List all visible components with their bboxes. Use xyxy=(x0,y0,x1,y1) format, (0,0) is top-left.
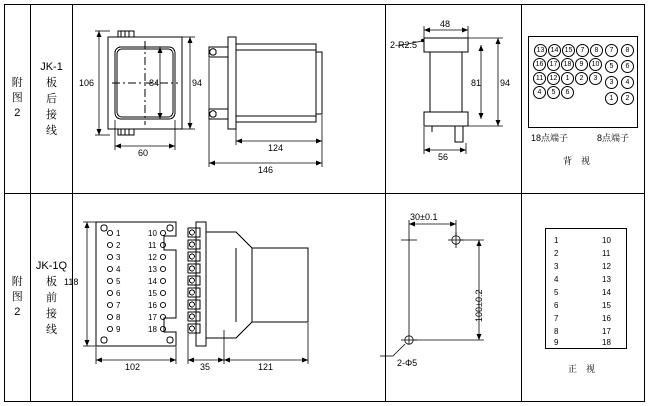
panel-pin-9[interactable]: 9 xyxy=(554,338,559,347)
dim-121: 121 xyxy=(258,362,274,372)
row2-left-label: 附 图 2 xyxy=(11,276,24,318)
panel-pin-17[interactable]: 17 xyxy=(602,327,611,336)
panel-pin-2[interactable]: 2 xyxy=(554,249,559,258)
front-pin-10: 10 xyxy=(148,229,157,238)
terminal-12[interactable]: 12 xyxy=(547,72,560,85)
dim-146: 146 xyxy=(258,165,274,175)
terminal-7[interactable]: 7 xyxy=(576,44,589,57)
dim-30: 30±0.1 xyxy=(410,212,438,222)
front-pin-8: 8 xyxy=(116,313,121,322)
col-divider-3 xyxy=(385,4,386,402)
front-pin-5: 5 xyxy=(116,277,121,286)
terminal-14[interactable]: 14 xyxy=(548,44,561,57)
front-pin-6: 6 xyxy=(116,289,121,298)
dim-2-phi5: 2-Φ5 xyxy=(397,358,418,368)
dim-35: 35 xyxy=(200,362,211,372)
front-pin-9: 9 xyxy=(116,325,121,334)
terminal-10[interactable]: 10 xyxy=(589,58,602,71)
caption-18-terminals: 18点端子 xyxy=(531,133,569,143)
panel-pin-7[interactable]: 7 xyxy=(554,314,559,323)
panel-pin-15[interactable]: 15 xyxy=(602,301,611,310)
panel-pin-11[interactable]: 11 xyxy=(602,249,611,258)
front-pin-2: 2 xyxy=(116,241,121,250)
terminal-16[interactable]: 16 xyxy=(533,58,546,71)
col-divider-2 xyxy=(72,4,73,402)
terminal-6[interactable]: 6 xyxy=(561,86,574,99)
terminal8-8[interactable]: 8 xyxy=(621,44,634,57)
dim-102: 102 xyxy=(125,362,141,372)
front-pin-4: 4 xyxy=(116,265,121,274)
dim-124: 124 xyxy=(268,143,284,153)
row1-left-label: 附 图 2 xyxy=(11,77,24,119)
frame-bottom xyxy=(4,401,645,402)
terminal8-4[interactable]: 4 xyxy=(621,76,634,89)
panel-pin-18[interactable]: 18 xyxy=(602,338,611,347)
caption-rear-view: 背 视 xyxy=(563,156,591,166)
front-pin-16: 16 xyxy=(148,301,157,310)
dim-60: 60 xyxy=(138,148,149,158)
frame-right xyxy=(644,4,645,402)
dim-81: 81 xyxy=(471,78,482,88)
panel-pin-5[interactable]: 5 xyxy=(554,288,559,297)
caption-front-view: 正 视 xyxy=(568,364,596,374)
front-pin-13: 13 xyxy=(148,265,157,274)
panel-pin-14[interactable]: 14 xyxy=(602,288,611,297)
terminal-4[interactable]: 4 xyxy=(533,86,546,99)
front-pin-14: 14 xyxy=(148,277,157,286)
front-pin-1: 1 xyxy=(116,229,121,238)
front-pin-17: 17 xyxy=(148,313,157,322)
col-divider-4 xyxy=(521,4,522,402)
panel-pin-16[interactable]: 16 xyxy=(602,314,611,323)
terminal-8[interactable]: 8 xyxy=(590,44,603,57)
panel-pin-8[interactable]: 8 xyxy=(554,327,559,336)
panel-pin-10[interactable]: 10 xyxy=(602,236,611,245)
panel-pin-3[interactable]: 3 xyxy=(554,262,559,271)
panel-pin-1[interactable]: 1 xyxy=(554,236,559,245)
terminal-13[interactable]: 13 xyxy=(534,44,547,57)
panel-pin-13[interactable]: 13 xyxy=(602,275,611,284)
dim-48: 48 xyxy=(440,19,451,29)
dim-100: 100±0.2 xyxy=(474,289,484,322)
dim-94: 94 xyxy=(192,78,203,88)
terminal8-7[interactable]: 7 xyxy=(605,44,618,57)
row-divider xyxy=(4,193,645,194)
terminal8-1[interactable]: 1 xyxy=(605,92,618,105)
terminal8-5[interactable]: 5 xyxy=(605,60,618,73)
panel-pin-4[interactable]: 4 xyxy=(554,275,559,284)
front-pin-11: 11 xyxy=(148,241,157,250)
terminal-15[interactable]: 15 xyxy=(562,44,575,57)
front-pin-15: 15 xyxy=(148,289,157,298)
terminal8-3[interactable]: 3 xyxy=(605,76,618,89)
terminal-2[interactable]: 2 xyxy=(575,72,588,85)
terminal8-2[interactable]: 2 xyxy=(621,92,634,105)
dim-r25: 2-R2.5 xyxy=(390,40,418,50)
dim-56: 56 xyxy=(438,152,449,162)
row2-name: JK-1Q 板 前 接 线 xyxy=(35,259,68,336)
terminal8-6[interactable]: 6 xyxy=(621,60,634,73)
caption-8-terminals: 8点端子 xyxy=(597,133,630,143)
terminal-17[interactable]: 17 xyxy=(547,58,560,71)
terminal-11[interactable]: 11 xyxy=(533,72,546,85)
terminal-1[interactable]: 1 xyxy=(561,72,574,85)
dim-118: 118 xyxy=(64,277,79,287)
front-pin-18: 18 xyxy=(148,325,157,334)
front-pin-3: 3 xyxy=(116,253,121,262)
terminal-3[interactable]: 3 xyxy=(589,72,602,85)
row1-name: JK-1 板 后 接 线 xyxy=(40,60,63,137)
terminal-18[interactable]: 18 xyxy=(561,58,574,71)
panel-pin-6[interactable]: 6 xyxy=(554,301,559,310)
frame-top xyxy=(4,4,645,5)
terminal-5[interactable]: 5 xyxy=(547,86,560,99)
panel-pin-12[interactable]: 12 xyxy=(602,262,611,271)
front-pin-7: 7 xyxy=(116,301,121,310)
dim-84: 84 xyxy=(149,78,160,88)
dim-94-rear: 94 xyxy=(500,78,511,88)
front-pin-12: 12 xyxy=(148,253,157,262)
dim-106: 106 xyxy=(79,78,95,88)
terminal-9[interactable]: 9 xyxy=(575,58,588,71)
